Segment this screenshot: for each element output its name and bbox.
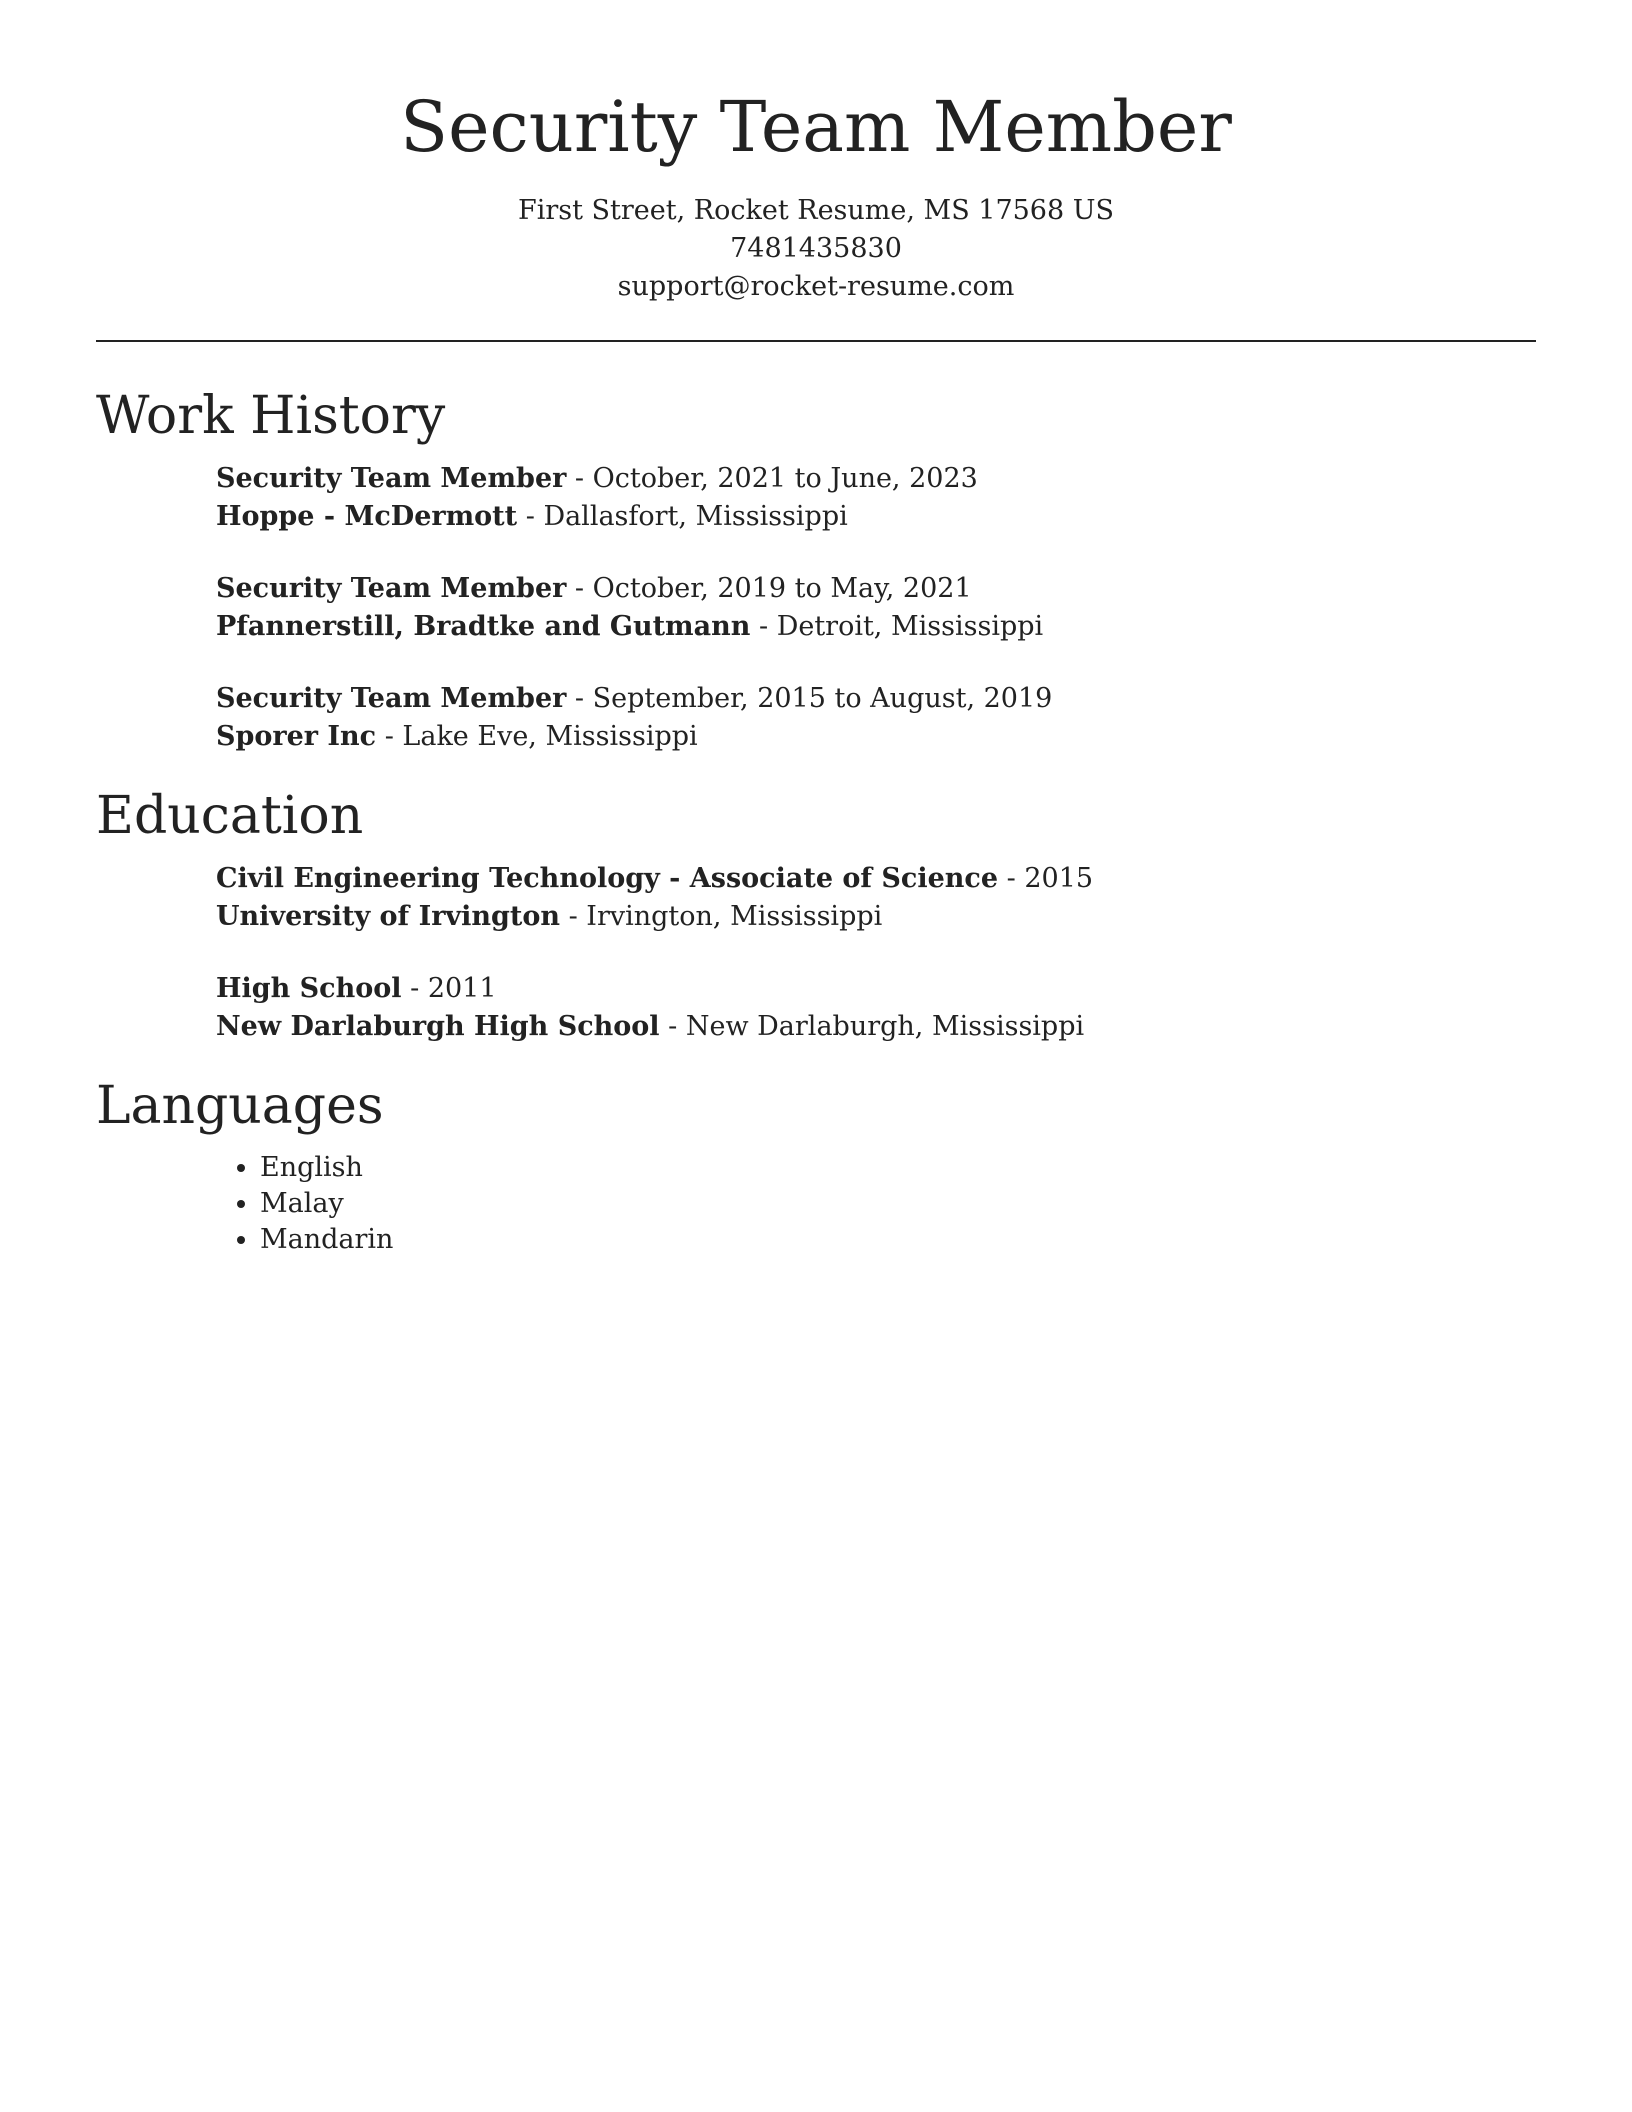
work-company: Pfannerstill, Bradtke and Gutmann: [216, 611, 751, 642]
resume-header: [96, 0, 1536, 306]
education-heading: High School: [216, 973, 402, 1004]
section-title-work-history: Work History: [96, 386, 446, 446]
work-location: Dallasfort, Mississippi: [543, 501, 848, 532]
language-item: • English: [260, 1150, 1536, 1186]
work-entry: Security Team Member - September, 2015 to August, 2019 Sporer Inc - Lake Eve, Mississippi: [216, 683, 1053, 752]
contact-email: support@rocket-resume.com: [617, 271, 1015, 302]
education-heading: Civil Engineering Technology - Associate of Science: [216, 863, 999, 894]
education-year: 2015: [1024, 863, 1094, 894]
language-item: • Mandarin: [260, 1222, 1536, 1258]
work-history-list: [216, 460, 1536, 756]
header-divider: [96, 340, 1536, 342]
education-entry: Civil Engineering Technology - Associate of Science - 2015 University of Irvington - Irvington, Mississippi: [216, 863, 1094, 932]
work-role: Security Team Member: [216, 463, 567, 494]
resume-page: [96, 0, 1536, 1258]
contact-address: First Street, Rocket Resume, MS 17568 US: [517, 195, 1115, 226]
education-year: 2011: [427, 973, 497, 1004]
work-entry: Security Team Member - October, 2021 to June, 2023 Hoppe - McDermott - Dallasfort, Mississippi: [216, 463, 978, 532]
work-dates: October, 2021 to June, 2023: [592, 463, 978, 494]
work-location: Lake Eve, Mississippi: [402, 721, 698, 752]
education-school: New Darlaburgh High School: [216, 1011, 660, 1042]
education-list: [216, 860, 1536, 1046]
work-company: Sporer Inc: [216, 721, 377, 752]
work-location: Detroit, Mississippi: [776, 611, 1044, 642]
work-role: Security Team Member: [216, 573, 567, 604]
work-dates: October, 2019 to May, 2021: [592, 573, 972, 604]
contact-phone: 7481435830: [730, 233, 902, 264]
education-entry: High School - 2011 New Darlaburgh High School - New Darlaburgh, Mississippi: [216, 973, 1085, 1042]
work-dates: September, 2015 to August, 2019: [592, 683, 1053, 714]
contact-block: [96, 192, 1536, 306]
work-entry: Security Team Member - October, 2019 to May, 2021 Pfannerstill, Bradtke and Gutmann - Detroit, Mississippi: [216, 573, 1044, 642]
education-location: Irvington, Mississippi: [586, 901, 883, 932]
candidate-name: Security Team Member: [400, 86, 1232, 168]
section-title-education: Education: [96, 786, 364, 846]
section-title-languages: Languages: [96, 1076, 384, 1136]
languages-list: [96, 1150, 1536, 1258]
education-location: New Darlaburgh, Mississippi: [685, 1011, 1085, 1042]
work-role: Security Team Member: [216, 683, 567, 714]
language-item: • Malay: [260, 1186, 1536, 1222]
education-school: University of Irvington: [216, 901, 560, 932]
work-company: Hoppe - McDermott: [216, 501, 518, 532]
